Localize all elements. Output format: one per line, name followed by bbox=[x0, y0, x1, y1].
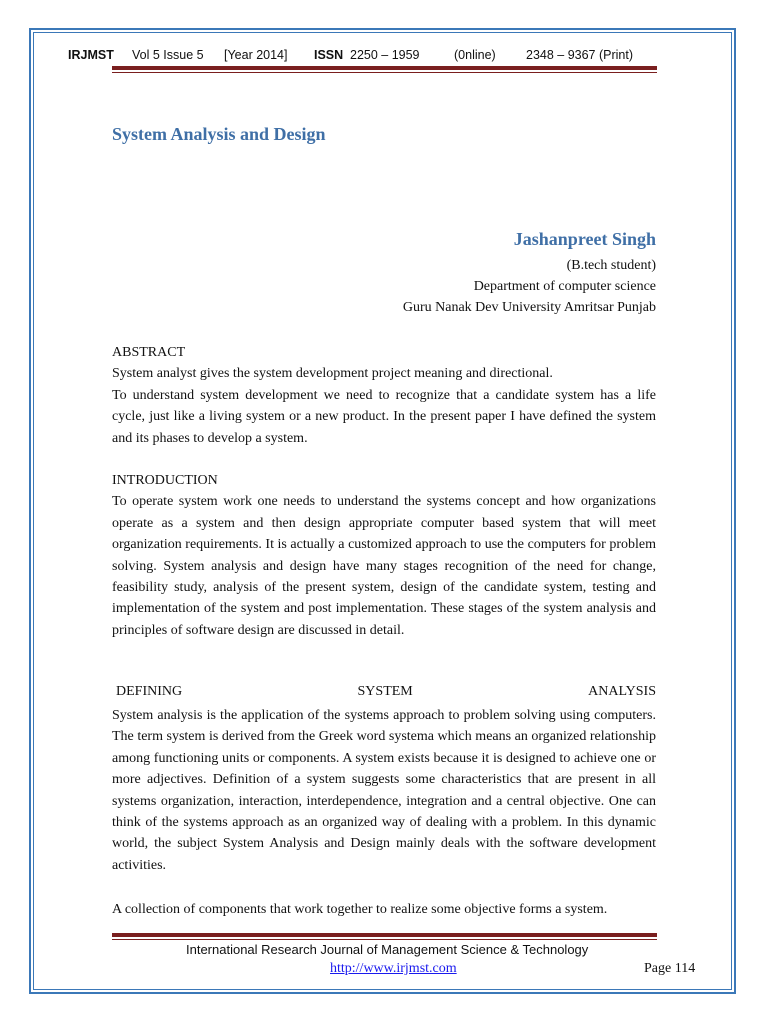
abstract-section bbox=[112, 342, 656, 449]
footer-journal-name: International Research Journal of Management Science & Technology bbox=[186, 942, 589, 957]
volume-issue: Vol 5 Issue 5 bbox=[132, 48, 204, 62]
abstract-heading: ABSTRACT bbox=[112, 345, 186, 360]
author-department: Department of computer science bbox=[473, 279, 656, 294]
footer-url-link[interactable]: http://www.irjmst.com bbox=[330, 961, 457, 976]
issn-print: 2348 – 9367 (Print) bbox=[526, 48, 634, 62]
abstract-paragraph-1: System analyst gives the system development project meaning and directional. bbox=[112, 366, 553, 382]
closing-line: A collection of components that work together to realize some objective forms a system. bbox=[112, 902, 608, 917]
author-role: (B.tech student) bbox=[566, 258, 656, 273]
issn-online: 2250 – 1959 bbox=[350, 48, 420, 62]
author-university: Guru Nanak Dev University Amritsar Punjab bbox=[402, 300, 656, 315]
introduction-section bbox=[112, 470, 656, 641]
issn-label: ISSN bbox=[314, 48, 344, 62]
abstract-paragraph-2: To understand system development we need to recognize that a candidate system has a life cycle, just like a living system or a new product. In the present paper I have defined the system and its phases to develop a system. bbox=[112, 387, 656, 446]
paper-title: System Analysis and Design bbox=[112, 124, 326, 144]
author-name: Jashanpreet Singh bbox=[513, 229, 656, 249]
header-rule bbox=[112, 66, 657, 70]
defining-word-2: SYSTEM bbox=[357, 684, 413, 699]
online-label: (0nline) bbox=[454, 48, 496, 62]
header-rule-thin bbox=[112, 72, 657, 73]
introduction-body: To operate system work one needs to understand the systems concept and how organizations operate as a system and then design appropriate computer based system that will meet organization requirements. It is actually a customized approach to use the computers for problem solving. System analysis and design have many stages recognition of the need for change, feasibility study, analysis of the present system, design of the candidate system, testing and implementation of the system and post implementation. These stages of the system analysis and principles of software design are discussed in detail. bbox=[112, 494, 656, 638]
footer-rule bbox=[112, 933, 657, 937]
footer-rule-thin bbox=[112, 939, 657, 940]
defining-word-3: ANALYSIS bbox=[588, 684, 656, 699]
defining-heading bbox=[116, 684, 656, 700]
page-number: Page 114 bbox=[644, 961, 696, 976]
defining-word-1: DEFINING bbox=[116, 684, 183, 699]
introduction-heading: INTRODUCTION bbox=[112, 473, 218, 488]
journal-abbr: IRJMST bbox=[68, 48, 114, 62]
year: [Year 2014] bbox=[224, 48, 288, 62]
defining-body: System analysis is the application of the systems approach to problem solving using computers. The term system is derived from the Greek word systema which means an organized relationship among functioning units or components. A system exists because it is designed to achieve one or more adjectives. Definition of a system suggests some characteristics that are present in all systems organization, interaction, interdependence, integration and a central objective. One can think of the systems approach as an organized way of dealing with a problem. In this dynamic world, the subject System Analysis and Design mainly deals with the software development activities. bbox=[112, 708, 656, 873]
